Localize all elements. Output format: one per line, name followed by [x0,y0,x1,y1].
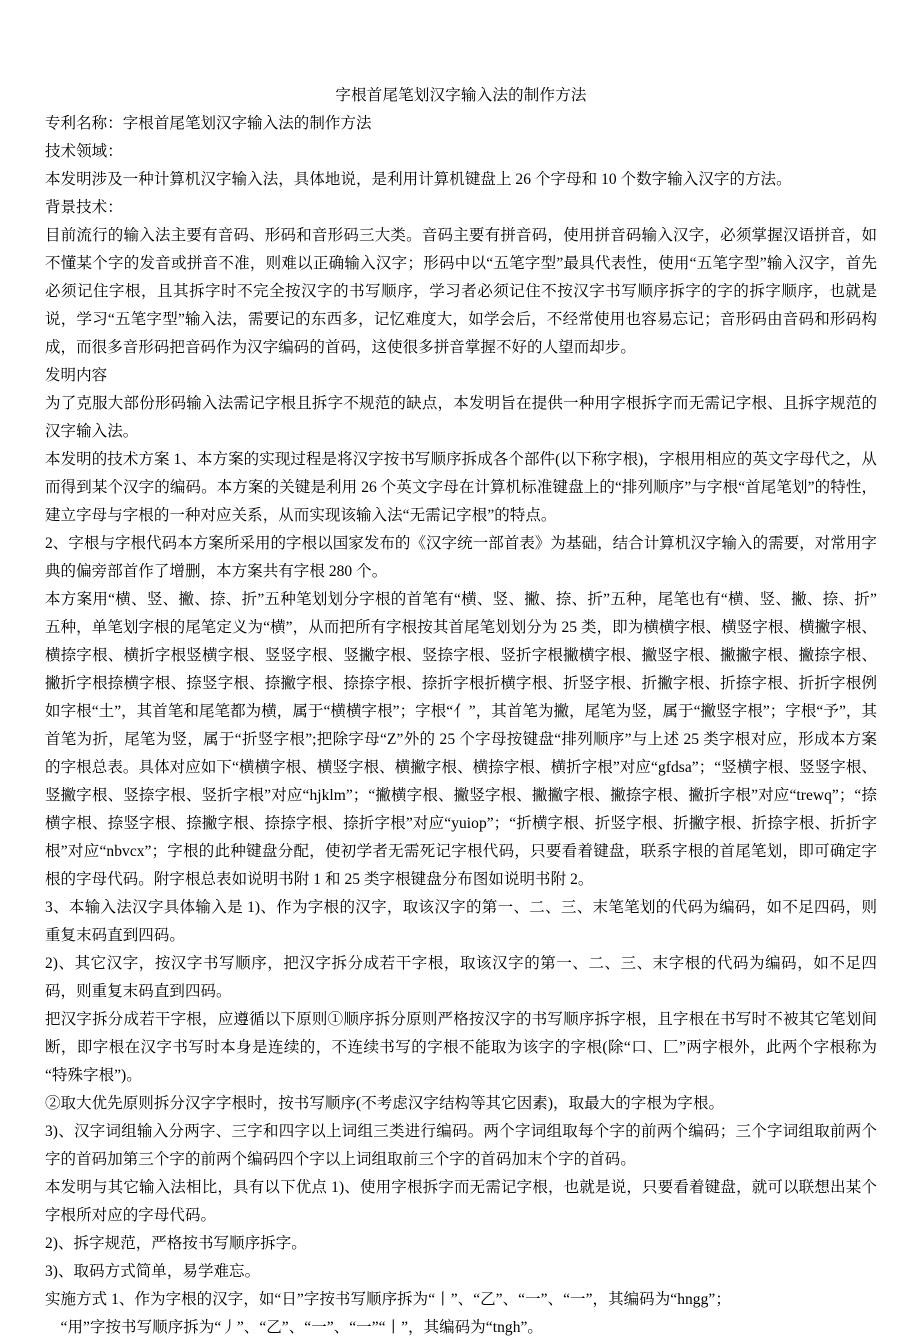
paragraph-scheme-3-item-2: 2)、其它汉字，按汉字书写顺序，把汉字拆分成若干字根，取该汉字的第一、二、三、末字根的代码为编码，如不足四码，则重复末码直到四码。 [45,955,877,1000]
paragraph-background-heading: 背景技术： [45,199,123,216]
paragraph-stroke-classification: 本方案用“横、竖、撇、捺、折”五种笔划划分字根的首笔有“横、竖、撇、捺、折”五种，尾笔也有“横、竖、撇、捺、折”五种，单笔划字根的尾笔定义为“横”，从而把所有字根按其首尾笔划划分为 25 类，即为横横字根、横竖字根、横撇字根、横捺字根、横折字根竖横字根、竖竖字根、竖撇字根、竖捺字根、竖折字根撇横字根、撇竖字根、撇撇字根、撇捺字根、撇折字根捺横字根、捺竖字根、捺撇字根、捺捺字根、捺折字根折横字根、折竖字根、折撇字根、折捺字根、折折字根例如字根“土”，其首笔和尾笔都为横，属于“横横字根”；字根“亻”，其首笔为撇，尾笔为竖，属于“撇竖字根”；字根“予”，其首笔为折，尾笔为竖，属于“折竖字根”;把除字母“Z”外的 25 个字母按键盘“排列顺序”与上述 25 类字根对应，形成本方案的字根总表。具体对应如下“横横字根、横竖字根、横撇字根、横捺字根、横折字根”对应“gfdsa”；“竖横字根、竖竖字根、竖撇字根、竖捺字根、竖折字根”对应“hjklm”；“撇横字根、撇竖字根、撇撇字根、撇捺字根、撇折字根”对应“trewq”；“捺横字根、捺竖字根、捺撇字根、捺捺字根、捺折字根”对应“yuiop”；“折横字根、折竖字根、折撇字根、折捺字根、折折字根”对应“nbvcx”；字根的此种键盘分配，使初学者无需死记字根代码，只要看着键盘，联系字根的首尾笔划，即可确定字根的字母代码。附字根总表如说明书附 1 和 25 类字根键盘分布图如说明书附 2。 [45,591,877,888]
paragraph-scheme-2: 2、字根与字根代码本方案所采用的字根以国家发布的《汉字统一部首表》为基础，结合计算机汉字输入的需要，对常用字典的偏旁部首作了增删，本方案共有字根 280 个。 [45,535,877,580]
paragraph-background-body: 目前流行的输入法主要有音码、形码和音形码三大类。音码主要有拼音码，使用拼音码输入汉字，必须掌握汉语拼音，如不懂某个字的发音或拼音不准，则难以正确输入汉字；形码中以“五笔字型”最具代表性，使用“五笔字型”输入汉字，首先必须记住字根，且其拆字时不完全按汉字的书写顺序，学习者必须记住不按汉字书写顺序拆字的字的拆字顺序，也就是说，学习“五笔字型”输入法，需要记的东西多，记忆难度大，如学会后，不经常使用也容易忘记；音形码由音码和形码构成，而很多音形码把音码作为汉字编码的首码，这使很多拼音掌握不好的人望而却步。 [45,227,877,356]
paragraph-implementation-example-2: “用”字按书写顺序拆为“丿”、“乙”、“一”、“一”“丨”，其编码为“tngh”。 [45,1319,543,1336]
paragraph-advantage-3: 3)、取码方式简单，易学难忘。 [45,1263,261,1280]
paragraph-invention-content-heading: 发明内容 [45,367,108,384]
paragraph-invention-purpose: 为了克服大部份形码输入法需记字根且拆字不规范的缺点，本发明旨在提供一种用字根拆字而无需记字根、且拆字规范的汉字输入法。 [45,395,877,440]
paragraph-split-principle-1: 把汉字拆分成若干字根，应遵循以下原则①顺序拆分原则严格按汉字的书写顺序拆字根，且字根在书写时不被其它笔划间断，即字根在汉字书写时本身是连续的，不连续书写的字根不能取为该字的字根(除“口、匚”两字根外，此两个字根称为“特殊字根”)。 [45,1011,877,1084]
paragraph-advantage-1: 本发明与其它输入法相比，具有以下优点 1)、使用字根拆字而无需记字根，也就是说，只要看着键盘，就可以联想出某个字根所对应的字母代码。 [45,1179,877,1224]
paragraph-split-principle-2: ②取大优先原则拆分汉字字根时，按书写顺序(不考虑汉字结构等其它因素)，取最大的字根为字根。 [45,1095,725,1112]
paragraph-implementation-example-1: 实施方式 1、作为字根的汉字，如“日”字按书写顺序拆为“丨”、“乙”、“一”、“一”，其编码为“hngg”； [45,1291,731,1308]
paragraph-scheme-3-item-1: 3、本输入法汉字具体输入是 1)、作为字根的汉字，取该汉字的第一、二、三、末笔笔划的代码为编码，如不足四码，则重复末码直到四码。 [45,899,877,944]
paragraph-scheme-1: 本发明的技术方案 1、本方案的实现过程是将汉字按书写顺序拆成各个部件(以下称字根)，字根用相应的英文字母代之，从而得到某个汉字的编码。本方案的关键是利用 26 个英文字母在计算机标准键盘上的“排列顺序”与字根“首尾笔划”的特性，建立字母与字根的一种对应关系，从而实现该输入法“无需记字根”的特点。 [45,451,877,524]
page-title: 字根首尾笔划汉字输入法的制作方法 [335,87,587,104]
paragraph-technical-field-heading: 技术领域： [45,143,123,160]
paragraph-technical-field-body: 本发明涉及一种计算机汉字输入法，具体地说，是利用计算机键盘上 26 个字母和 10 个数字输入汉字的方法。 [45,171,792,188]
paragraph-advantage-2: 2)、拆字规范，严格按书写顺序拆字。 [45,1235,307,1252]
paragraph-phrase-input: 3)、汉字词组输入分两字、三字和四字以上词组三类进行编码。两个字词组取每个字的前两个编码；三个字词组取前两个字的首码加第三个字的前两个编码四个字以上词组取前三个字的首码加末个字的首码。 [45,1123,877,1168]
document-body [45,82,877,1342]
paragraph-patent-name: 专利名称：字根首尾笔划汉字输入法的制作方法 [45,115,372,132]
